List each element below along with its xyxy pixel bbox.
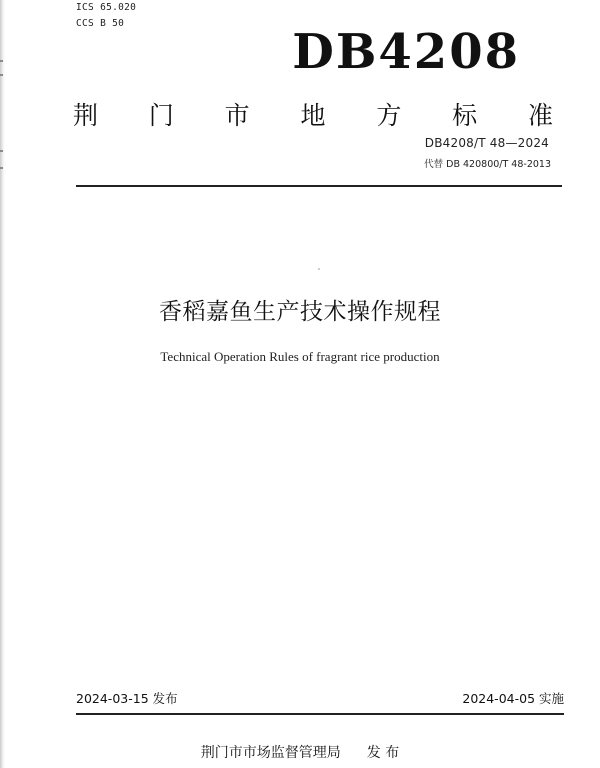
standard-title-char: 市	[224, 101, 250, 130]
ics-code: ICS 65.020	[76, 2, 137, 13]
standard-title-char: 方	[376, 101, 402, 130]
issuer-action: 发 布	[366, 745, 400, 761]
scan-mark	[0, 150, 3, 152]
standard-title-char: 地	[300, 101, 326, 130]
scan-speck	[318, 268, 320, 270]
standard-title-char: 标	[452, 101, 478, 130]
scan-edge	[0, 0, 5, 768]
standard-type-title	[73, 96, 553, 132]
issuer-line	[0, 742, 600, 762]
db-logo: DB4208	[292, 24, 520, 80]
scan-mark	[0, 60, 3, 62]
scan-mark	[0, 74, 3, 76]
scan-mark	[0, 167, 3, 169]
standard-title-char: 荆	[73, 101, 99, 130]
replaces-standard: 代替 DB 420800/T 48-2013	[424, 159, 551, 170]
implementation-date: 2024-04-05 实施	[462, 691, 564, 706]
document-title-en: Technical Operation Rules of fragrant rice production	[160, 349, 440, 364]
issue-date: 2024-03-15 发布	[76, 691, 178, 706]
standard-number: DB4208/T 48—2024	[424, 136, 549, 150]
standard-title-char: 准	[527, 101, 553, 130]
ccs-code: CCS B 50	[76, 18, 125, 29]
document-title-cn: 香稻嘉鱼生产技术操作规程	[159, 299, 441, 325]
top-divider	[76, 185, 562, 187]
standard-title-char: 门	[148, 101, 174, 130]
issuer-name: 荆门市市场监督管理局	[200, 745, 341, 761]
bottom-divider	[76, 713, 564, 715]
